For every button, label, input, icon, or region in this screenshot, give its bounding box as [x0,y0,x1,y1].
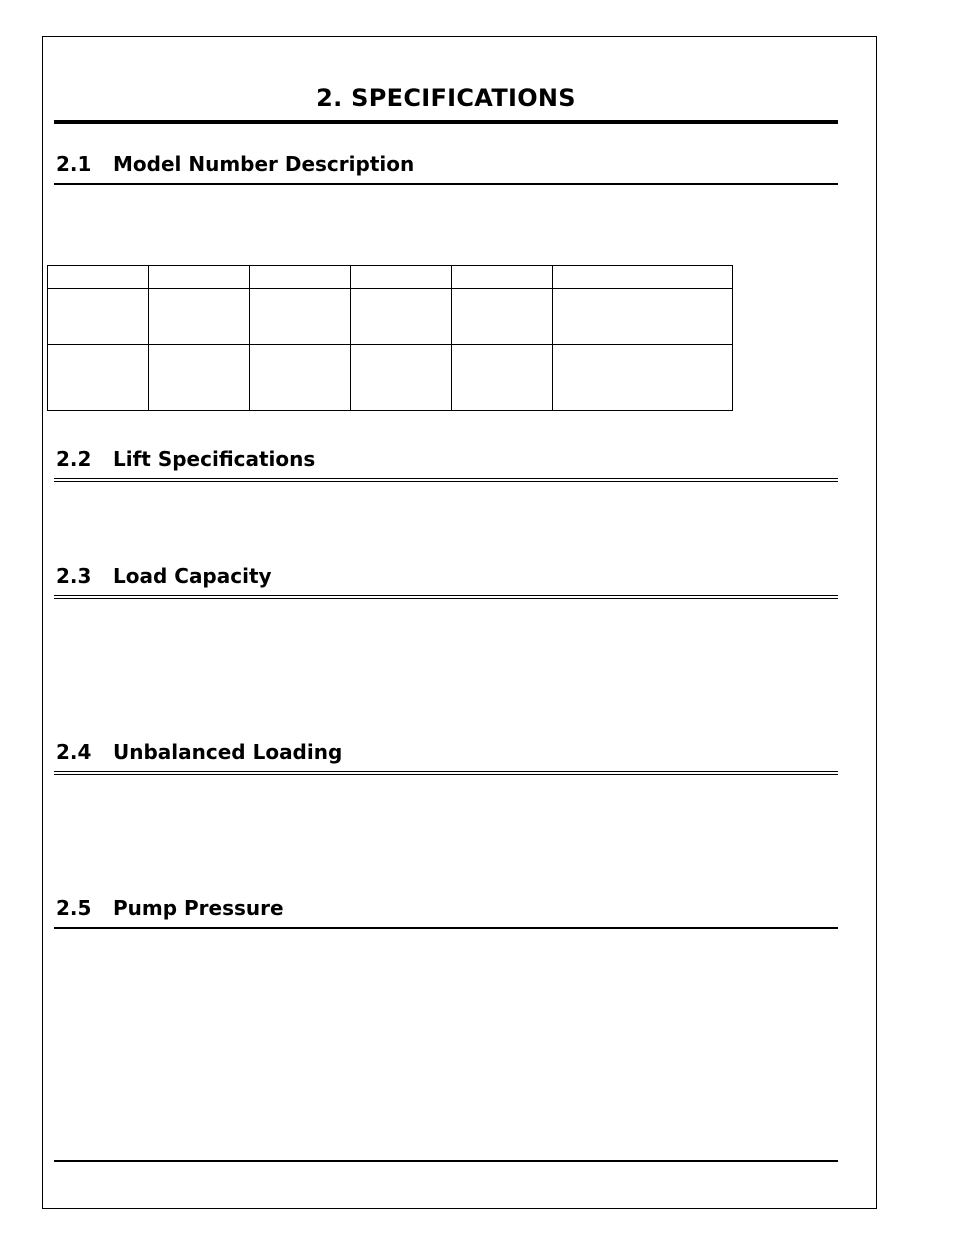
section-number: 2.2 [56,447,92,471]
section-heading-load-capacity [56,564,838,588]
section-number: 2.1 [56,152,92,176]
section-heading-model-number [56,152,838,176]
table-cell [452,345,553,411]
table-cell [250,266,351,289]
section-number: 2.5 [56,896,92,920]
section-title: Model Number Description [113,152,415,176]
table-cell [351,345,452,411]
section-heading-unbalanced-loading [56,740,838,764]
table-cell [48,345,149,411]
section-title: Load Capacity [113,564,272,588]
section-rule-pump-pressure [54,927,838,929]
table-row [48,345,733,411]
chapter-rule [54,120,838,124]
table-row [48,266,733,289]
section-number: 2.4 [56,740,92,764]
table-cell [149,289,250,345]
table-cell [250,345,351,411]
footer-rule [54,1160,838,1162]
table-cell [149,345,250,411]
section-title: Pump Pressure [113,896,284,920]
section-heading-lift-specifications [56,447,838,471]
table-cell [351,289,452,345]
table-cell [452,266,553,289]
section-title: Lift Specifications [113,447,316,471]
table-cell [553,289,733,345]
table-row [48,289,733,345]
table-cell [48,266,149,289]
section-title: Unbalanced Loading [113,740,343,764]
section-rule-model-number [54,183,838,185]
table-cell [149,266,250,289]
model-number-table [47,265,733,411]
section-rule-unbalanced-loading [54,771,838,775]
table-cell [351,266,452,289]
table-cell [452,289,553,345]
table-cell [553,266,733,289]
section-heading-pump-pressure [56,896,838,920]
table-cell [250,289,351,345]
chapter-number: 2. [316,84,343,112]
chapter-name: SPECIFICATIONS [351,84,576,112]
section-number: 2.3 [56,564,92,588]
table-cell [48,289,149,345]
page-frame [42,36,877,1209]
section-rule-lift-specifications [54,478,838,482]
section-rule-load-capacity [54,595,838,599]
chapter-title [54,84,838,112]
table-cell [553,345,733,411]
